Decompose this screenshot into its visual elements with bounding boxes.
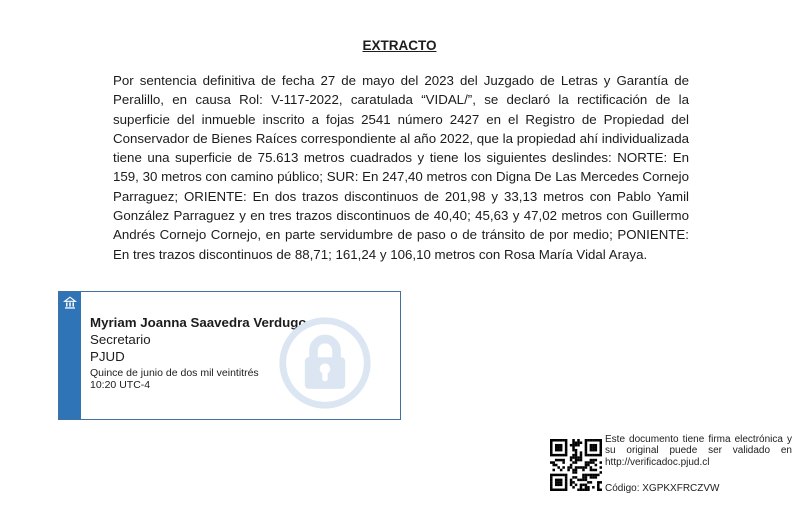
signer-institution: PJUD <box>90 349 125 364</box>
courthouse-icon <box>62 295 78 311</box>
qr-code-graphic <box>550 439 602 491</box>
signer-name: Myriam Joanna Saavedra Verdugo <box>90 315 307 330</box>
signature-stamp-box <box>58 291 401 420</box>
verification-notice: Este documento tiene firma electrónica y su original puede ser validado en http://verificadoc.pjud.cl <box>605 434 792 468</box>
lock-watermark-icon <box>277 315 373 411</box>
signer-role: Secretario <box>90 332 151 347</box>
signature-time: 10:20 UTC-4 <box>90 378 151 391</box>
qr-code <box>550 439 602 491</box>
verification-code-label: Código: <box>605 483 640 494</box>
verification-code-line <box>605 483 719 494</box>
verification-code-value: XGPKXFRCZVW <box>642 483 720 494</box>
signature-details <box>90 314 305 391</box>
signature-date: Quince de junio de dos mil veintitrés <box>90 367 259 379</box>
page-title-text: EXTRACTO <box>362 38 437 53</box>
signature-accent-strip <box>59 292 81 419</box>
page-title <box>0 38 799 53</box>
extract-body-paragraph: Por sentencia definitiva de fecha 27 de mayo del 2023 del Juzgado de Letras y Garantía de Peralillo, en causa Rol: V-117-2022, caratulada “VIDAL/”, se declaró la rectificación de la superficie del inmueble inscrito a fojas 2541 número 2427 en el Registro de Propiedad del Conservador de Bienes Raíces correspondiente al año 2022, que la propiedad ahí individualizada tiene una superficie de 75.613 metros cuadrados y tiene los siguientes deslindes: NORTE: En 159, 30 metros con camino público; SUR: En 247,40 metros con Digna De Las Mercedes Cornejo Parraguez; ORIENTE: En dos trazos discontinuos de 201,98 y 33,13 metros con Pablo Yamil González Parraguez y en tres trazos discontinuos de 40,40; 45,63 y 47,02 metros con Guillermo Andrés Cornejo Cornejo, en parte servidumbre de paso o de tránsito de por medio; PONIENTE: En tres trazos discontinuos de 88,71; 161,24 y 106,10 metros con Rosa María Vidal Araya. <box>113 73 689 262</box>
